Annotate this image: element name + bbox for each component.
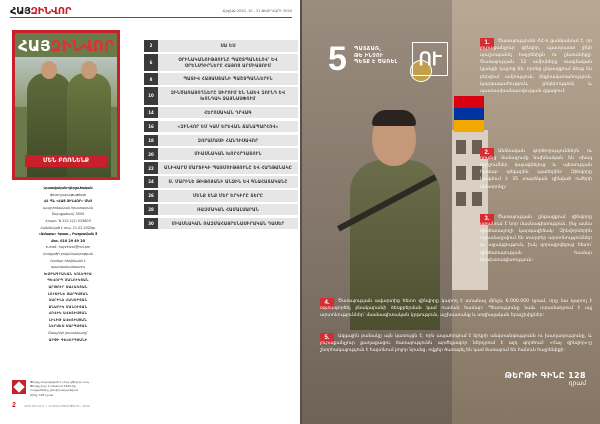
feature-subhead xyxy=(354,46,398,66)
colophon-line: e-mail: hayzinvor@mil.am xyxy=(45,245,91,250)
subhead-line: ՊԵՏՔ Է ԾԱՌԵԼ xyxy=(354,59,398,65)
toc-page-number: 22 xyxy=(144,162,158,174)
right-page xyxy=(302,0,600,424)
toc-page-number: 8 xyxy=(144,73,158,85)
colophon-line: ԶԱՐԻՆԵ ՀԱԿՈԲՅԱՆ xyxy=(48,298,88,303)
colophon-line: ՔՆԱՐԻԿ ՄԱՆՈՒՅԱՆ xyxy=(48,304,88,309)
publisher-note: Թերթը լույս է տեսնում 1920-ից xyxy=(30,384,76,389)
cover-face-right xyxy=(81,61,97,79)
colophon-line: ԱՐՓԻ ԳԵՎՈՐԳՅԱՆԻ xyxy=(48,337,88,342)
reason-text: Անձնական գործողություններն ու դրանց ճանաչումը նախնական են սխալ որոշումներ կայացնելուց և պետության համար դժվարին պահերին: Զինվորը կազմում է 35 տարեկան զինված ուժերի կենտրոնը: xyxy=(480,149,592,190)
logo-main: ՀԱՅ xyxy=(10,6,31,17)
cover-thumbnail xyxy=(12,30,120,180)
toc-title: ԶԻՆԾԱՌԱՅՈՂՆԵՐԸ ՍԻՐՈՒՄ ԵՆ ՆԱԵՎ ԶՈՒՆԴ ԵՎ ԽՈՆԴԱԿ ՁԱՅՆԱՍՓՈՒՄ xyxy=(170,90,286,101)
toc-entry[interactable] xyxy=(144,148,298,160)
colophon-line: Հեռ. 010 29 49 20 xyxy=(51,238,85,243)
toc-title: ՕՐԻՆԱԿԱՆՈՒԹՅՈՒՆԸ ՊԱՇՏՊԱՆԵԼՈՎ՝ ԵՎ ՕՐԵՆՍԴԻՐՆԵՐԸ ՀԱՅՈՑ ԱՐՄԻԱՅՈՒՄ xyxy=(178,56,278,68)
colophon-line: ԳԵՎՈՐԳ ՄԱՆՈՒԿՅԱՆ xyxy=(47,278,89,283)
toc-title: ՄԵՆՔ ԵՆՔ ՄԵՐ ԵՐԿԻՐԸ ՏԵՐԸ xyxy=(192,192,264,198)
item-number-badge: 4. xyxy=(320,298,334,309)
reason-item-3 xyxy=(480,214,592,264)
subhead-line: ՊԱՏՃԱՌ, xyxy=(354,46,382,52)
toc-entry[interactable] xyxy=(144,204,298,216)
toc-page-number: 30 xyxy=(144,218,158,230)
building-window xyxy=(456,140,466,154)
flag-stripe-orange xyxy=(454,120,484,132)
toc-page-number: 26 xyxy=(144,190,158,202)
toc-title: ՍԱ ԵՍ xyxy=(220,43,236,48)
price-unit: դրամ xyxy=(568,380,586,387)
reason-text: Ծառայության ընթացքում զինվորը ստանում է նոր մասնագիտություն, ինչ ասես զինծառայողի կարգավիճակ: Զինվորներին տրամադրվում են տարբեր արտոնություններ ու աջակցություն, իսկ զորացրվելուց հետո՝ զինծառայության համար երախտագիտություն: xyxy=(480,215,592,263)
feature-big-number: 5 xyxy=(328,40,347,78)
cover-face-left xyxy=(41,61,57,79)
cover-title xyxy=(15,37,117,55)
colophon-line: ՀՀ ՊՆ «ՀԱՅ ԶԻՆՎՈՐ» ՄԿՈ xyxy=(43,199,93,204)
toc-entry[interactable] xyxy=(144,162,298,174)
toc-title: ՌԱԶՄԱԿԱՆ ՀԱՄԱԼՍԱՐԱՆ xyxy=(197,206,259,212)
publisher-note: Գինը՝ 128 դրամ xyxy=(30,392,54,397)
colophon-line: պատասխանատու xyxy=(50,265,86,270)
feature-side-mark: ՈՒ xyxy=(412,42,448,76)
toc-entry[interactable] xyxy=(144,121,298,133)
issue-date: Ճշգ/ԱՔ 2020, 10 - 21 ՓԵՏՐՎԱՐԻ 2020 xyxy=(222,9,292,13)
table-of-contents xyxy=(144,40,298,232)
toc-page-number: 24 xyxy=(144,176,158,188)
reason-item-4 xyxy=(320,298,592,319)
toc-entry[interactable] xyxy=(144,218,298,230)
toc-page-number: 18 xyxy=(144,135,158,147)
toc-entry[interactable] xyxy=(144,73,298,85)
toc-title: «ԶԻՆՎՈՐ ԵՄ ԿԱՄ ԵՐԵՎԱՆ ՃԱՆԱՊԱՐՀՈՎ» xyxy=(177,123,279,129)
toc-entry[interactable] xyxy=(144,54,298,71)
page-number: 2 xyxy=(12,402,16,409)
toc-page-number: 10 xyxy=(144,87,158,104)
toc-page-number: 28 xyxy=(144,204,158,216)
reason-text: Ծառայության ավարտից հետո զինվորը կարող է ստանալ մինչև 6.000.000 դրամ, որը նա կարող է օգտագործել բնակարանի ձեռքբերման կամ ուսման համար: Պետությունը նաև տրամադրում է այլ արտոնություններ՝ մասնագիտական կրթություն, աշխատանք և սոցիալական երաշխիքներ: xyxy=(320,299,592,319)
item-number-badge: 1. xyxy=(480,38,494,49)
toc-title: ՊԱՏԻՎ ՀԱՅԱՍՏԱՆԻ ՊԱՇՏՊԱՆՆԵՐԻՆ xyxy=(183,76,273,82)
cover-banner: ՄԵՆ ԲՈՌՆԵՆՔ xyxy=(25,155,107,167)
toc-page-number: 14 xyxy=(144,107,158,119)
building-window xyxy=(456,166,466,180)
colophon-line: ՀՈՎԻԿ ԱՎԵՏԻՍՅԱՆ xyxy=(48,311,88,316)
colophon-line: Հոդվածի բովանդակության xyxy=(43,251,93,256)
toc-page-number: 16 xyxy=(144,121,158,133)
toc-entry[interactable] xyxy=(144,190,298,202)
colophon-line: ԱՐԹՈՒՐ ՍԱՀԱԿՅԱՆ xyxy=(48,284,88,289)
toc-title: ԶՈՐԱՄԱՍԻ ՀԱՆԴԻՍԱՎՈՐ xyxy=(197,137,259,143)
toc-entry[interactable] xyxy=(144,107,298,119)
colophon-line: ֆոտոշաբաթաթերթ xyxy=(50,192,86,197)
item-number-badge: 2. xyxy=(480,148,494,159)
toc-title: ՀԵՐՈՍԱԿԱՆ ԴՐՎԱԳ xyxy=(204,109,252,115)
colophon-line: Հանձնված է տպ. 21.02.2020թ. xyxy=(40,225,96,230)
reason-item-2 xyxy=(480,148,592,191)
item-number-badge: 3. xyxy=(480,214,494,225)
flag-stripe-blue xyxy=(454,108,484,120)
logo-accent: ԶԻՆՎՈՐ xyxy=(30,6,72,17)
toc-entry[interactable] xyxy=(144,87,298,104)
building-window xyxy=(472,192,482,206)
publisher-note: Թերթը տպագրված է «Հայ զինվոր» տպ. xyxy=(30,380,90,384)
issue-price xyxy=(505,371,586,387)
reason-item-5 xyxy=(320,333,592,354)
masthead-logo xyxy=(10,6,71,17)
toc-title: ՄԻԱՍՆԱԿԱՆ ՌԱԶՄԱՀԱՅՐԵՆԱՍԻՐԱԿԱՆ ԴԱՍԵՐ xyxy=(171,220,285,226)
reason-item-1 xyxy=(480,38,592,95)
colophon-line: Տպաքանակ՝ 5000 xyxy=(51,212,85,217)
armenian-flag-icon xyxy=(454,96,484,132)
publisher-notes xyxy=(30,380,130,397)
subhead-line: ԹԵ ԻՆՉՈՒ xyxy=(354,52,384,59)
running-footer: ՀԱՅ ԶԻՆՎՈՐ • ԱՐՏԱՀԱՅՏՈՒԹՅՈՒՆ, 2020 xyxy=(24,404,91,408)
publisher-logo-icon xyxy=(12,380,26,394)
soldier-hair xyxy=(372,110,416,126)
toc-page-number: 20 xyxy=(144,148,158,160)
toc-entry[interactable] xyxy=(144,135,298,147)
item-number-badge: 5. xyxy=(320,333,334,344)
reason-text: Ծառայությունն ՀՀ-ն ցանկանում է, որ յուրաքանչյուր զինվոր, պատրաստ լինի պաշտպանել հայրենիքն ու ընտանիքը: Ծառայության 12 ամիսները ռազմական կյանքի դպրոց են, որոնց ընթացքում ձեռք են բերվում ամրություն, ինքնավստահություն, կարգապահություն, ընկերություն և պատասխանատվության զգացում: xyxy=(480,39,592,94)
colophon-line: ԽՄԲԱԳՐԱԿԱՆ ԿՈԼԵԳԻԱ xyxy=(44,271,92,276)
toc-title: Ս. ՄԱՐԻՆԵ ԹԻԹՈՅԱՆԻ ԱՆՁԻՆ ԵՎ ԳՆԱՀԱՏԱԿԱՆԸ xyxy=(168,179,288,185)
toc-page-number: 6 xyxy=(144,54,158,71)
header-divider xyxy=(10,17,292,18)
feature-heading xyxy=(302,40,472,100)
toc-entry[interactable] xyxy=(144,40,298,52)
colophon-line: պաշտոնական հրատարակ xyxy=(43,205,93,210)
toc-title: ՄԻԱՍՆԱԿԱՆ ԽՈՐՀՐԴԱՏՈՒՆ xyxy=(194,151,262,157)
price-line: ԹԵՐԹԻ ԳԻՆԸ 128 xyxy=(504,371,586,380)
building-window xyxy=(456,192,466,206)
publisher-note: Հոդվածները չեն վերադարձվում xyxy=(30,388,79,393)
reason-text: Ազգային բանակը այն կառույցն է, որն ապահովում է երկրի անվտանգությունն ու խաղաղությունը, և յուրաքանչյուր քաղաքացու ծառայությունն արժեքավոր ներդրում է այդ գործում: «Հայ զինվոր»-ը շնորհակալություն է հայտնում բոլոր նրանց, ովքեր ծառայել են կամ ծառայում են հանուն հայրենիքի: xyxy=(320,334,592,354)
colophon-line: ԼԻԼԻԹ ԱՎԵՏԻՍՅԱՆ xyxy=(49,317,87,322)
colophon xyxy=(12,186,124,344)
cover-title-accent: ԶԻՆՎՈՐ xyxy=(50,37,114,55)
colophon-line: «Ամարա» հրատ., Բաղրամյան 5 xyxy=(38,232,98,237)
cover-title-main: ՀԱՅ xyxy=(18,37,51,55)
toc-entry[interactable] xyxy=(144,176,298,188)
colophon-line: ԼՈՒՍԻՆԵ ՍԱՐԳՍՅԱՆ xyxy=(47,291,89,296)
toc-page-number: 2 xyxy=(144,40,158,52)
colophon-line: Հրատ. N 222.1(2) 033603 xyxy=(45,218,91,223)
colophon-line: համար հեղինակն է xyxy=(50,258,86,263)
colophon-line: Լրատվական-վերլուծական xyxy=(43,186,93,190)
colophon-line: Շապիկի լուսանկարը՝ xyxy=(48,331,88,336)
colophon-line: ՆԵՐՍԵՍ ՍԱՐԳՍՅԱՆ xyxy=(48,324,88,329)
toc-title: ԱՆԻՎԱՐՍ ՄԱՐՏԻԿԻ ՊԱՏՄՈՒԹՅՈՒՆԸ ԵՎ ՀԱՂԹԱՆԱԿԸ xyxy=(164,165,292,171)
